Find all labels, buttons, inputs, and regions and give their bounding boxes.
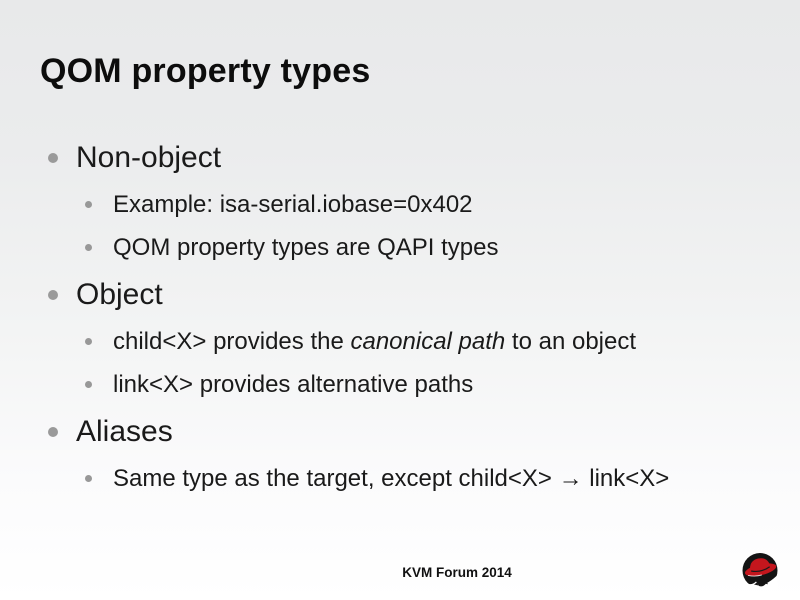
bullet-text [76, 415, 173, 448]
bullet-text [113, 465, 669, 492]
bullet-text-segment: Example: isa-serial.iobase=0x402 [113, 191, 473, 218]
bullet-list [0, 139, 800, 494]
redhat-logo-icon [740, 550, 780, 590]
bullet-text-segment: to an object [505, 328, 637, 355]
bullet-text [113, 234, 498, 261]
bullet-item [0, 276, 800, 314]
bullet-item [0, 464, 800, 494]
bullet-icon [85, 244, 92, 251]
bullet-item [0, 327, 800, 357]
bullet-text [76, 278, 163, 311]
bullet-icon [48, 427, 58, 437]
footer-text: KVM Forum 2014 [402, 565, 512, 580]
bullet-icon [48, 290, 58, 300]
bullet-text [76, 141, 221, 174]
bullet-icon [48, 153, 58, 163]
bullet-item [0, 233, 800, 263]
bullet-text [113, 191, 473, 218]
bullet-item [0, 413, 800, 451]
bullet-item [0, 139, 800, 177]
bullet-icon [85, 381, 92, 388]
bullet-icon [85, 338, 92, 345]
bullet-icon [85, 201, 92, 208]
bullet-text [113, 371, 473, 398]
bullet-text-segment: QOM property types are QAPI types [113, 234, 499, 261]
bullet-icon [85, 475, 92, 482]
bullet-text-segment: link<X> provides alternative paths [113, 371, 474, 398]
slide-title: QOM property types [40, 52, 371, 90]
bullet-text-segment: Aliases [76, 415, 173, 448]
bullet-text-segment: Same type as the target, except child<X> → link<X> [113, 465, 670, 492]
bullet-item [0, 370, 800, 400]
bullet-item [0, 190, 800, 220]
bullet-text-italic: canonical path [350, 328, 506, 355]
bullet-text-segment: Object [76, 278, 163, 311]
bullet-text-segment: child<X> provides the [113, 328, 351, 355]
bullet-text [113, 328, 636, 355]
bullet-text-segment: Non-object [76, 141, 222, 174]
